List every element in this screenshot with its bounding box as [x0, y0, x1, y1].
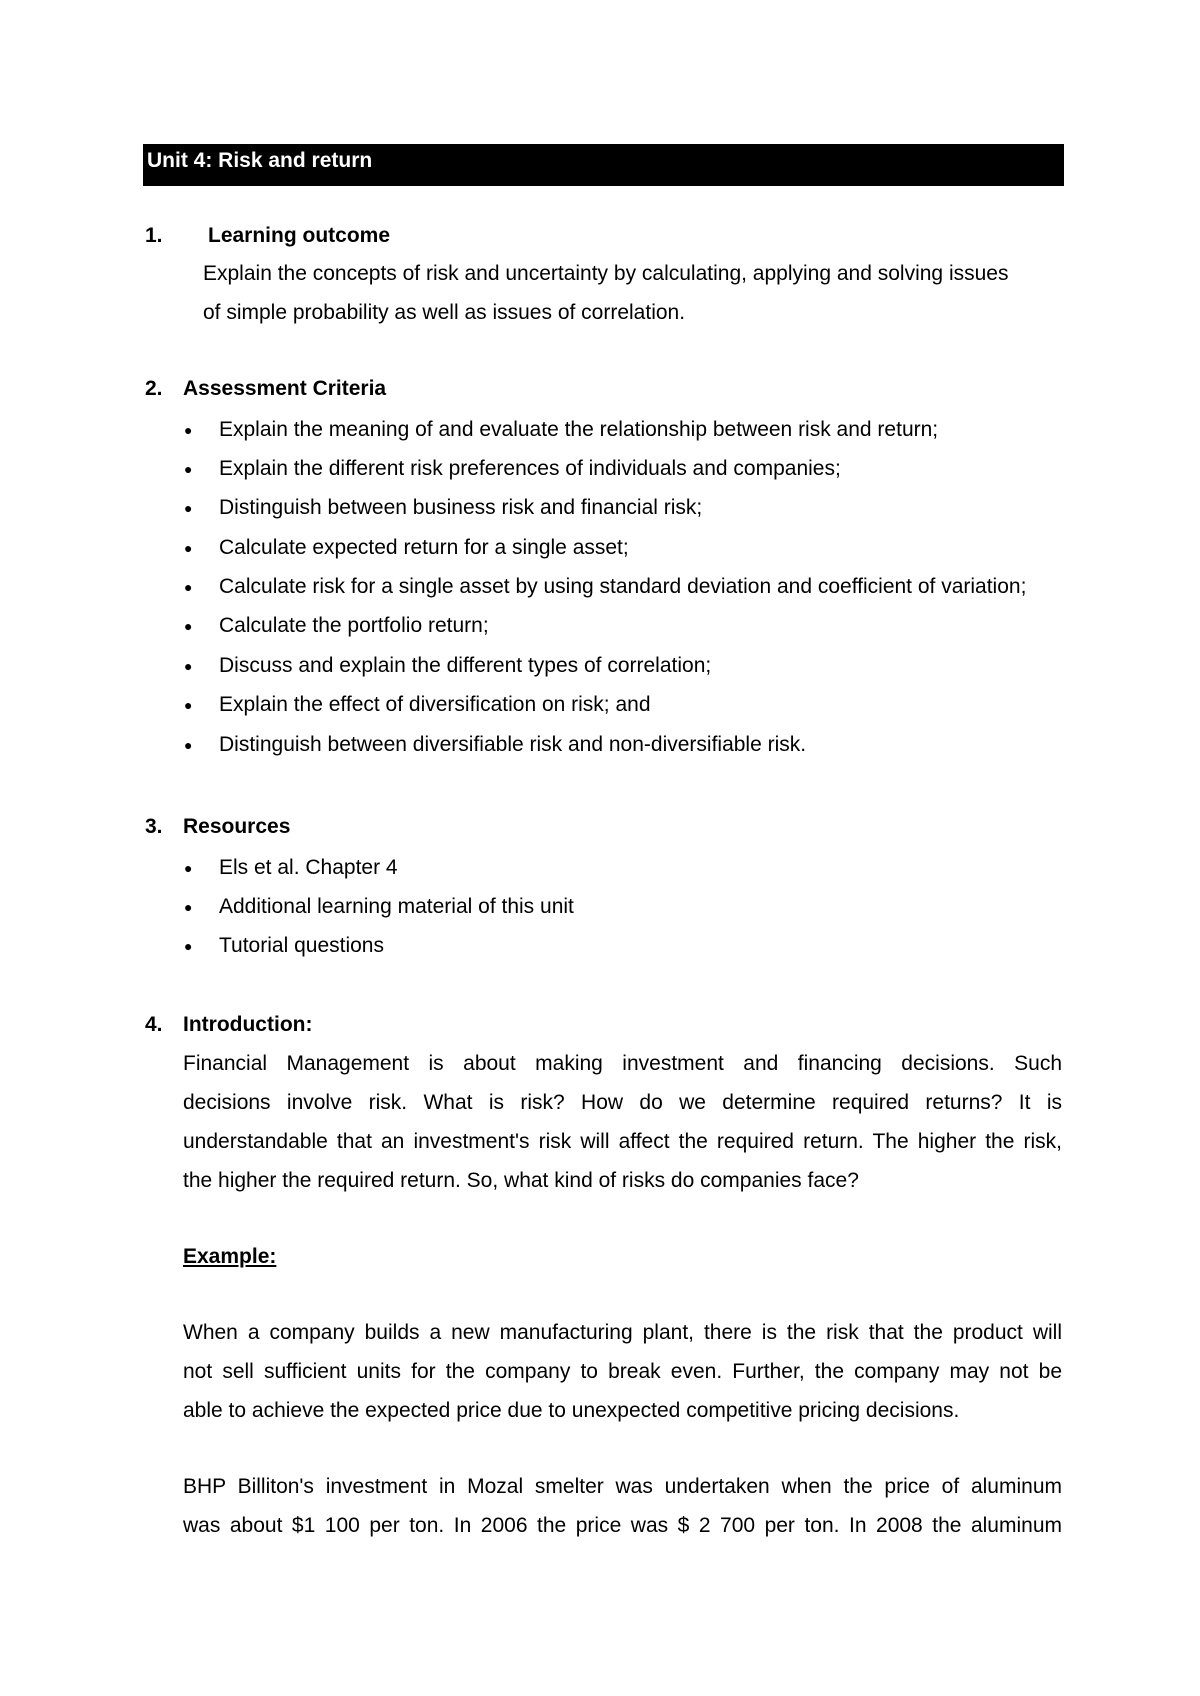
- paragraph-line: BHP Billiton's investment in Mozal smelter was undertaken when the price of aluminum: [183, 1475, 1062, 1498]
- bullet-icon: ●: [184, 461, 193, 477]
- paragraph-line: was about $1 100 per ton. In 2006 the price was $ 2 700 per ton. In 2008 the aluminum: [183, 1514, 1062, 1537]
- paragraph-line: Financial Management is about making investment and financing decisions. Such: [183, 1052, 1062, 1075]
- bullet-icon: ●: [184, 658, 193, 674]
- paragraph-line: When a company builds a new manufacturing plant, there is the risk that the product will: [183, 1321, 1062, 1344]
- list-item: Distinguish between diversifiable risk and non-diversifiable risk.: [219, 733, 807, 756]
- bullet-icon: ●: [184, 860, 193, 876]
- list-item: Calculate risk for a single asset by using standard deviation and coefficient of variation;: [219, 575, 1027, 598]
- bullet-icon: ●: [184, 500, 193, 516]
- section-number: 2.: [145, 377, 163, 400]
- section-heading: Learning outcome: [208, 224, 391, 247]
- unit-title-bar: [143, 144, 1064, 186]
- list-item: Distinguish between business risk and financial risk;: [219, 496, 703, 519]
- list-item: Calculate the portfolio return;: [219, 614, 489, 637]
- bullet-icon: ●: [184, 737, 193, 753]
- paragraph-line: decisions involve risk. What is risk? How do we determine required returns? It is: [183, 1091, 1062, 1114]
- bullet-icon: ●: [184, 697, 193, 713]
- bullet-icon: ●: [184, 618, 193, 634]
- paragraph-line: able to achieve the expected price due to unexpected competitive pricing decisions.: [183, 1399, 960, 1422]
- list-item: Explain the different risk preferences of individuals and companies;: [219, 457, 841, 480]
- list-item: Discuss and explain the different types of correlation;: [219, 654, 712, 677]
- section-number: 4.: [145, 1013, 163, 1036]
- bullet-icon: ●: [184, 540, 193, 556]
- paragraph-line: not sell sufficient units for the company to break even. Further, the company may not be: [183, 1360, 1062, 1383]
- bullet-icon: ●: [184, 422, 193, 438]
- list-item: Additional learning material of this unit: [219, 895, 574, 918]
- section-heading: Introduction:: [183, 1013, 313, 1036]
- paragraph-line: of simple probability as well as issues of correlation.: [203, 301, 686, 324]
- section-heading: Assessment Criteria: [183, 377, 387, 400]
- section-number: 3.: [145, 815, 163, 838]
- list-item: Calculate expected return for a single asset;: [219, 536, 629, 559]
- bullet-icon: ●: [184, 579, 193, 595]
- section-heading: Resources: [183, 815, 291, 838]
- bullet-icon: ●: [184, 899, 193, 915]
- unit-title: Unit 4: Risk and return: [147, 149, 373, 172]
- section-number: 1.: [145, 224, 163, 247]
- list-item: Explain the meaning of and evaluate the relationship between risk and return;: [219, 418, 939, 441]
- example-heading: Example:: [183, 1245, 277, 1268]
- paragraph-line: understandable that an investment's risk will affect the required return. The higher the risk,: [183, 1130, 1062, 1153]
- bullet-icon: ●: [184, 938, 193, 954]
- list-item: Tutorial questions: [219, 934, 384, 957]
- list-item: Explain the effect of diversification on risk; and: [219, 693, 651, 716]
- paragraph-line: Explain the concepts of risk and uncertainty by calculating, applying and solving issues: [203, 262, 1009, 285]
- paragraph-line: the higher the required return. So, what kind of risks do companies face?: [183, 1169, 859, 1192]
- list-item: Els et al. Chapter 4: [219, 856, 398, 879]
